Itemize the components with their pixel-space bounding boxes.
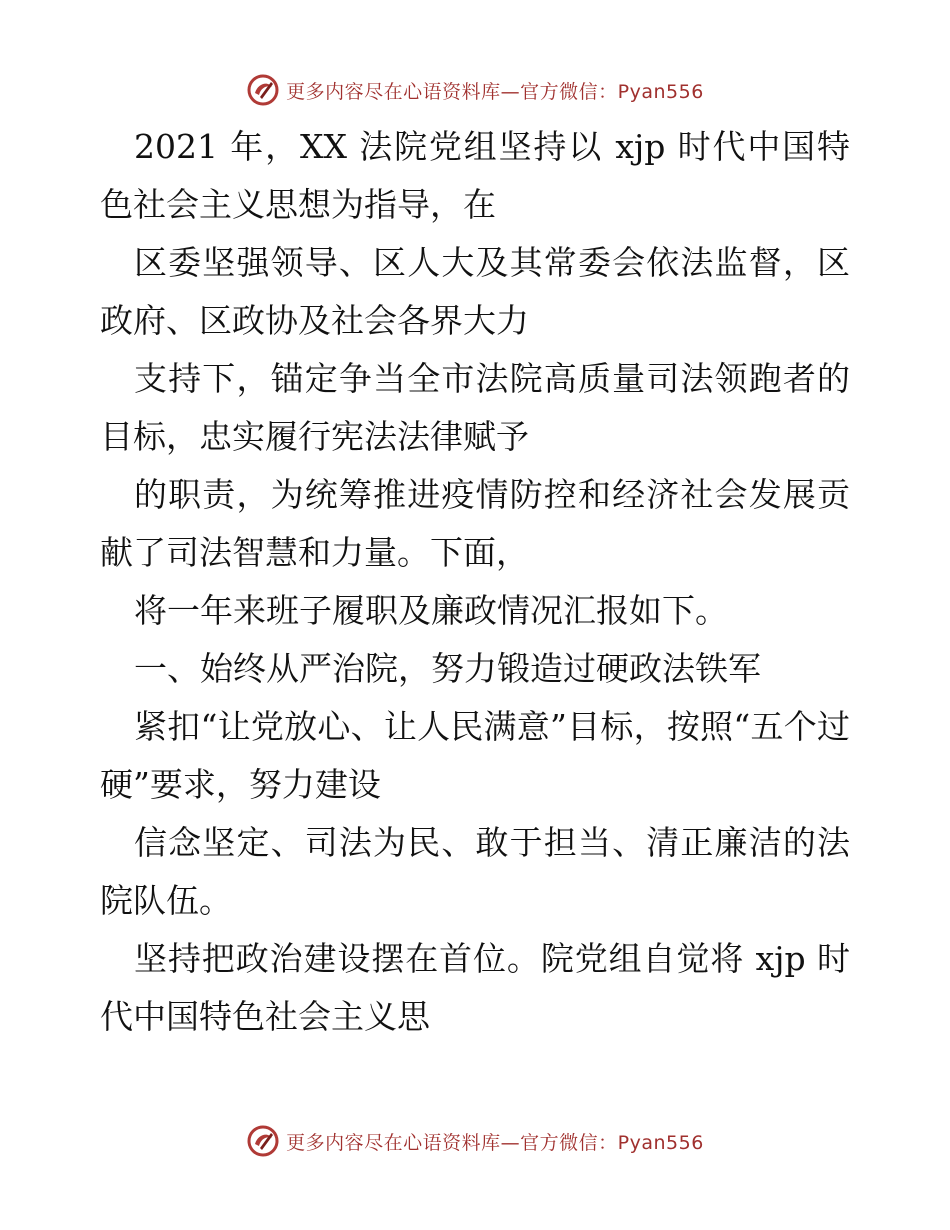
- footer-watermark: [0, 1121, 950, 1161]
- section-heading: 一、始终从严治院，努力锻造过硬政法铁军: [134, 649, 761, 688]
- paragraph: 将一年来班子履职及廉政情况汇报如下。: [134, 591, 728, 630]
- paragraph: 支持下，锚定争当全市法院高质量司法领跑者的目标，忠实履行宪法法律赋予: [100, 359, 850, 456]
- watermark-text: 更多内容尽在心语资料库—官方微信：Pyan556: [286, 80, 704, 103]
- paragraph: 紧扣“让党放心、让人民满意”目标，按照“五个过硬”要求，努力建设: [100, 707, 850, 804]
- paragraph: 的职责，为统筹推进疫情防控和经济社会发展贡献了司法智慧和力量。下面，: [100, 475, 850, 572]
- watermark-text: 更多内容尽在心语资料库—官方微信：Pyan556: [286, 1131, 704, 1154]
- paragraph: 2021 年，XX 法院党组坚持以 xjp 时代中国特色社会主义思想为指导，在: [100, 127, 850, 224]
- red-swirl-logo-icon: [246, 1124, 280, 1158]
- red-swirl-logo-icon: [246, 73, 280, 107]
- paragraph: 区委坚强领导、区人大及其常委会依法监督，区政府、区政协及社会各界大力: [100, 243, 850, 340]
- paragraph: 坚持把政治建设摆在首位。院党组自觉将 xjp 时代中国特色社会主义思: [100, 939, 850, 1036]
- header-watermark: [0, 70, 950, 110]
- document-body: [100, 118, 850, 1046]
- paragraph: 信念坚定、司法为民、敢于担当、清正廉洁的法院队伍。: [100, 823, 850, 920]
